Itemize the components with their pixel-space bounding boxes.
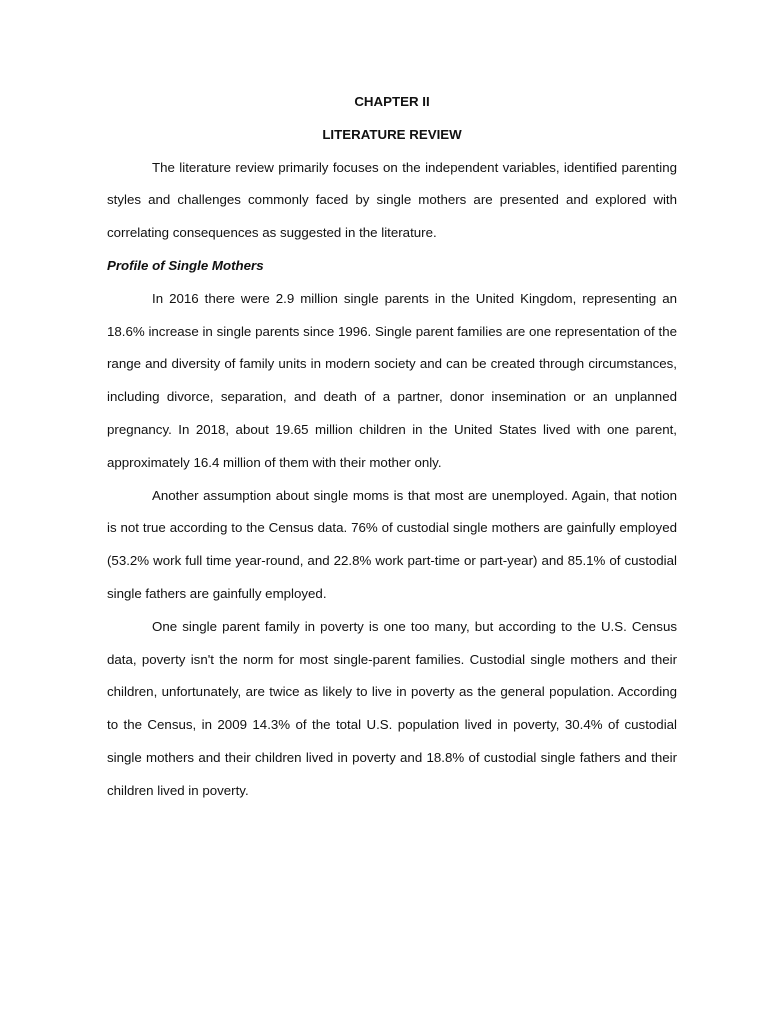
body-paragraph-poverty: One single parent family in poverty is one too many, but according to the U.S. Census data, poverty isn't the norm for most single-parent families. Custodial single mothers and their children, unfortunately, are twice as likely to live in poverty as the general population. According to the Census, in 2009 14.3% of the total U.S. population lived in poverty, 30.4% of custodial single mothers and their children lived in poverty and 18.8% of custodial single fathers and their children lived in poverty. [107,618,677,798]
body-paragraph-employment: Another assumption about single moms is that most are unemployed. Again, that notion is not true according to the Census data. 76% of custodial single mothers are gainfully employed (53.2% work full time year-round, and 22.8% work part-time or part-year) and 85.1% of custodial single fathers are gainfully employed. [107,487,677,601]
body-paragraph-uk-statistics: In 2016 there were 2.9 million single parents in the United Kingdom, representing an 18.6% increase in single parents since 1996. Single parent families are one representation of the range and diversity of family units in modern society and can be created through circumstances, including divorce, separation, and death of a partner, donor insemination or an unplanned pregnancy. In 2018, about 19.65 million children in the United States lived with one parent, approximately 16.4 million of them with their mother only. [107,290,677,470]
chapter-title: LITERATURE REVIEW [322,126,462,142]
intro-paragraph: The literature review primarily focuses on the independent variables, identified parenting styles and challenges commonly faced by single mothers are presented and explored with correlating consequences as suggested in the literature. [107,159,677,241]
chapter-label: CHAPTER II [354,94,430,109]
document-page [107,86,677,808]
section-heading: Profile of Single Mothers [107,257,264,273]
